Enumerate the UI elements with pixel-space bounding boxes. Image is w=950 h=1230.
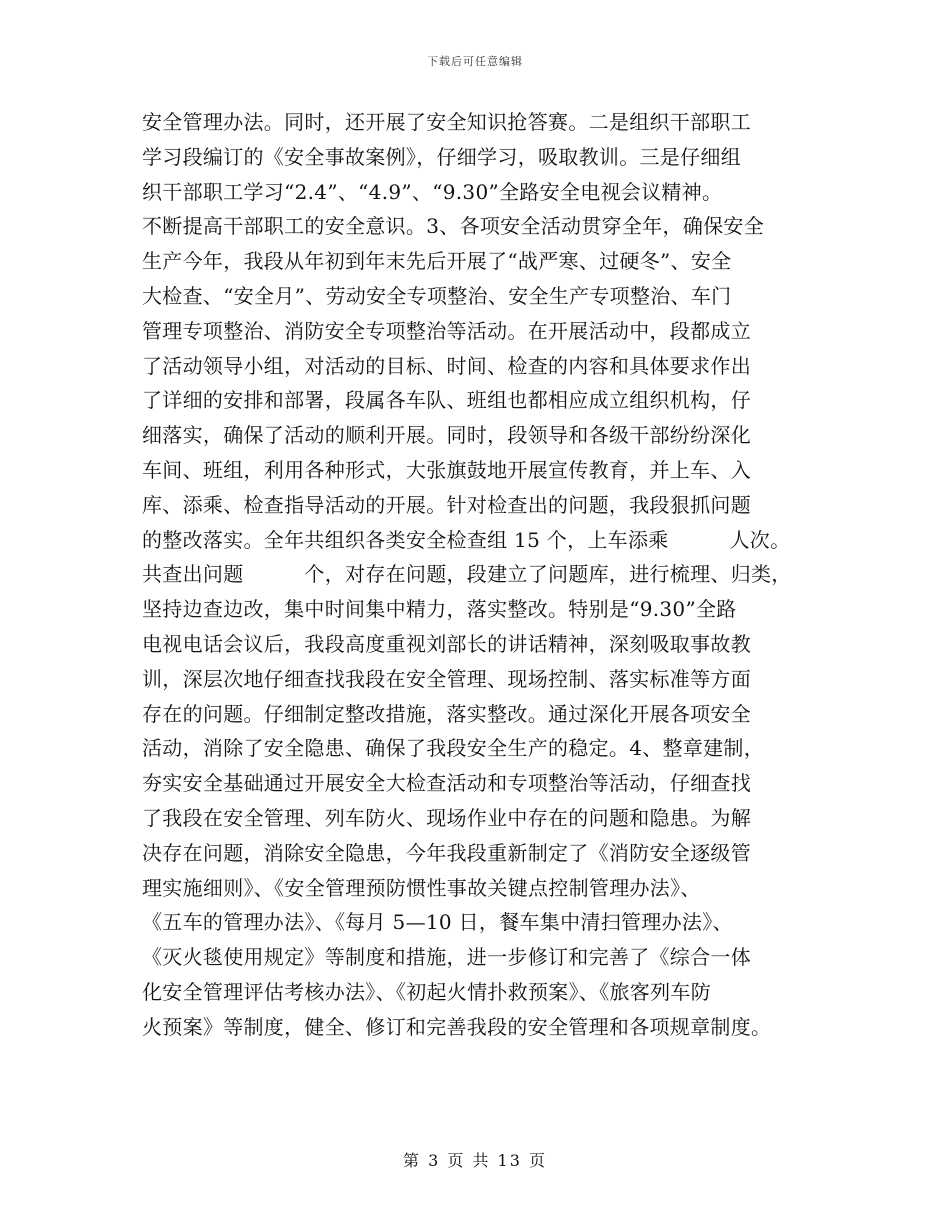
text-line: 《五车的管理办法》、《每月 5—10 日，餐车集中清扫管理办法》、 [142,910,733,935]
text-line: 共查出问题 个，对存在问题，段建立了问题库，进行梳理、归类， [142,562,792,587]
text-line: 存在的问题。仔细制定整改措施，落实整改。通过深化开展各项安全 [142,701,751,726]
text-line: 活动，消除了安全隐患、确保了我段安全生产的稳定。4、整章建制， [142,736,765,761]
page-header: 下载后可任意编辑 [427,55,523,68]
text-line: 学习段编订的《安全事故案例》，仔细学习，吸取教训。三是仔细组 [142,144,741,169]
text-line: 理实施细则》、《安全管理预防惯性事故关键点控制管理办法》、 [142,875,701,900]
page-number-footer: 第 3 页 共 13 页 [403,1151,547,1170]
text-line: 电视电话会议后，我段高度重视刘部长的讲话精神，深刻吸取事故教 [142,631,751,656]
text-line: 细落实，确保了活动的顺利开展。同时，段领导和各级干部纷纷深化 [142,423,751,448]
text-line: 安全管理办法。同时，还开展了安全知识抢答赛。二是组织干部职工 [142,110,751,134]
text-line: 火预案》等制度，健全、修订和完善我段的安全管理和各项规章制度。 [142,1014,772,1039]
text-line: 化安全管理评估考核办法》、《初起火情扑救预案》、《旅客列车防 [142,979,711,1004]
text-line: 生产今年，我段从年初到年末先后开展了“战严寒、过硬冬”、安全 [142,249,732,274]
text-line: 训，深层次地仔细查找我段在安全管理、现场控制、落实标准等方面 [142,666,751,691]
text-line: 了详细的安排和部署，段属各车队、班组也都相应成立组织机构，仔 [142,388,751,413]
text-line: 库、添乘、检查指导活动的开展。针对检查出的问题，我段狠抓问题 [142,492,751,517]
text-line: 的整改落实。全年共组织各类安全检查组 15 个，上车添乘 人次。 [142,527,791,552]
text-line: 了我段在安全管理、列车防火、现场作业中存在的问题和隐患。为解 [142,805,751,830]
text-line: 不断提高干部职工的安全意识。3、各项安全活动贯穿全年，确保安全 [142,214,765,239]
text-line: 织干部职工学习“2.4”、“4.9”、“9.30”全路安全电视会议精神。 [142,179,723,204]
body-text [142,105,822,1045]
text-line: 管理专项整治、消防安全专项整治等活动。在开展活动中，段都成立 [142,318,751,343]
text-line: 大检查、“安全月”、劳动安全专项整治、安全生产专项整治、车门 [142,283,732,308]
text-line: 坚持边查边改，集中时间集中精力，落实整改。特别是“9.30”全路 [142,597,737,622]
text-line: 《灭火毯使用规定》等制度和措施，进一步修订和完善了《综合一体 [142,945,751,970]
text-line: 了活动领导小组，对活动的目标、时间、检查的内容和具体要求作出 [142,353,751,378]
text-line: 决存在问题，消除安全隐患，今年我段重新制定了《消防安全逐级管 [142,840,751,865]
text-line: 夯实安全基础通过开展安全大检查活动和专项整治等活动，仔细查找 [142,771,751,796]
text-line: 车间、班组，利用各种形式，大张旗鼓地开展宣传教育，并上车、入 [142,457,751,482]
